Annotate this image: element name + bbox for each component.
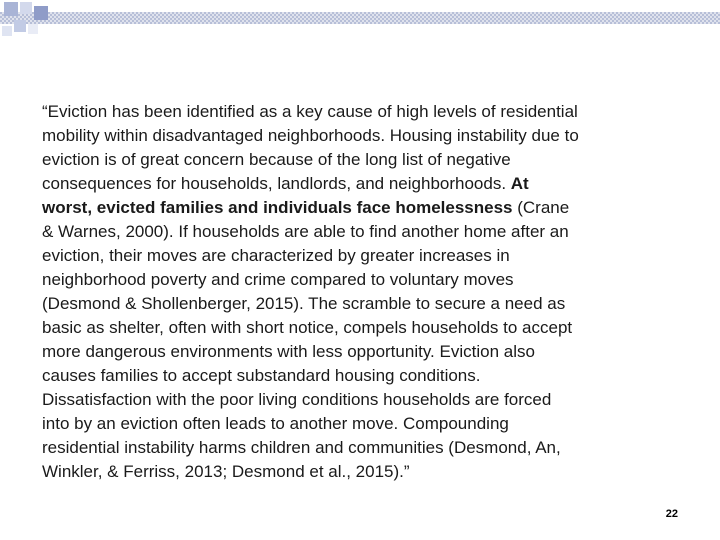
decorative-square <box>34 6 48 20</box>
decorative-square <box>4 2 18 16</box>
quote-text <box>42 100 682 484</box>
page-number: 22 <box>665 508 678 520</box>
decorative-square <box>14 20 26 32</box>
header-decorative-band <box>0 12 720 24</box>
decorative-square <box>28 24 38 34</box>
quote-text-emphasis: At worst, evicted families and individuals face homelessness <box>42 174 529 217</box>
quote-text-part2: (Crane & Warnes, 2000). If households are able to find another home after an eviction, their moves are characterized by greater increases in neighborhood poverty and crime compared to voluntary moves (Desmond & Shollenberger, 2015). The scramble to secure a need as basic as shelter, often with short notice, compels households to accept more dangerous environments with less opportunity. Eviction also causes families to accept substandard housing conditions. Dissatisfaction with the poor living conditions households are forced into by an eviction often leads to another move. Compounding residential instability harms children and communities (Desmond, An, Winkler, & Ferriss, 2013; Desmond et al., 2015).” <box>42 198 573 481</box>
decorative-square <box>2 26 12 36</box>
decorative-square <box>20 2 32 14</box>
quote-text-part1: “Eviction has been identified as a key cause of high levels of residential mobility within disadvantaged neighborhoods. Housing instability due to eviction is of great concern because of the long list of negative consequences for households, landlords, and neighborhoods. <box>42 102 579 193</box>
